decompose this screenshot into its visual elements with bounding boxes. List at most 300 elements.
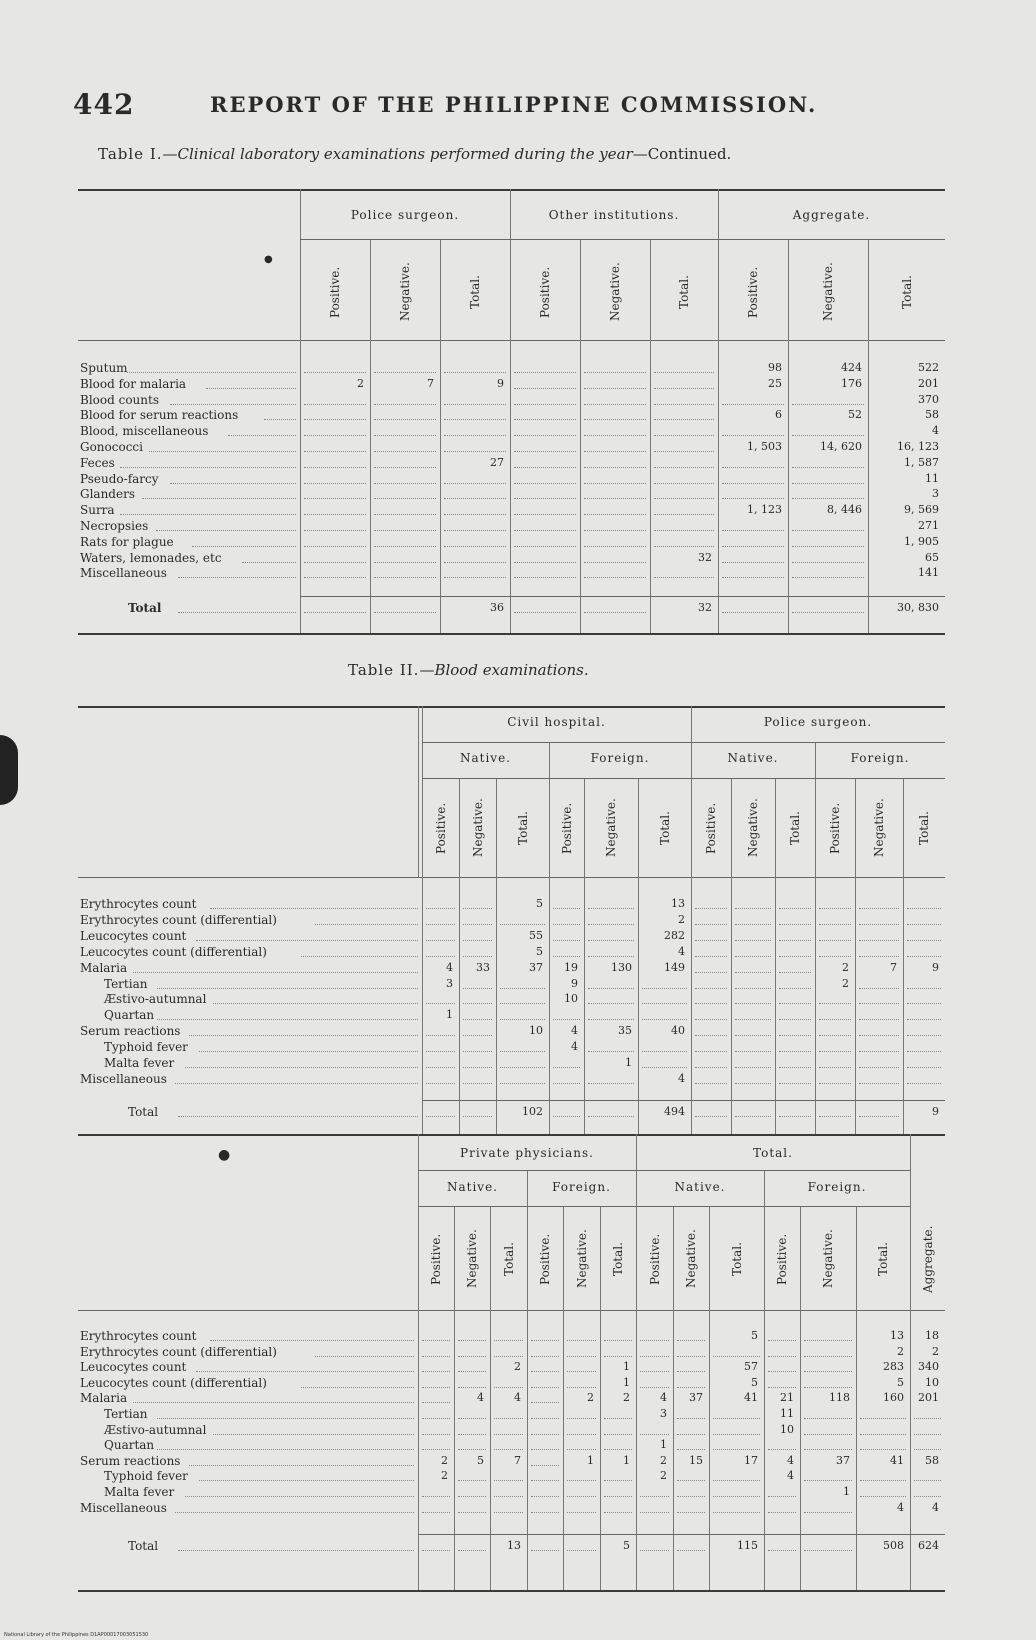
- empty-cell: [426, 924, 455, 926]
- table-cell: 58: [925, 1453, 939, 1467]
- empty-cell: [444, 498, 506, 500]
- empty-cell: [422, 1340, 450, 1342]
- empty-cell: [514, 514, 576, 516]
- table-cell: 32: [698, 601, 712, 614]
- empty-cell: [792, 483, 864, 485]
- empty-cell: [567, 1512, 596, 1514]
- table-cell: 494: [664, 1105, 685, 1118]
- group-rule: [764, 1206, 910, 1207]
- empty-cell: [654, 498, 714, 500]
- group-header: Civil hospital.: [507, 715, 606, 729]
- column-rule: [580, 239, 581, 633]
- empty-cell: [463, 940, 492, 942]
- row-label: Erythrocytes count (differential): [80, 912, 277, 927]
- empty-cell: [514, 498, 576, 500]
- empty-cell: [907, 956, 941, 958]
- empty-cell: [914, 1496, 941, 1498]
- empty-cell: [713, 1496, 760, 1498]
- table-cell: 8, 446: [827, 503, 862, 517]
- empty-cell: [779, 972, 811, 974]
- table-cell: 4: [571, 1040, 578, 1054]
- empty-cell: [819, 956, 851, 958]
- column-header: Total.: [501, 1242, 516, 1276]
- dot-leader: [133, 972, 418, 974]
- empty-cell: [654, 530, 714, 532]
- table-cell: 2: [660, 1469, 667, 1483]
- empty-cell: [859, 988, 899, 990]
- empty-cell: [588, 1083, 634, 1085]
- table-cell: 4: [477, 1391, 484, 1405]
- column-rule: [815, 742, 816, 1134]
- table-cell: 41: [744, 1391, 758, 1405]
- empty-cell: [735, 1003, 771, 1005]
- group-rule: [422, 778, 549, 779]
- column-header: Total.: [677, 275, 691, 309]
- empty-cell: [779, 940, 811, 942]
- table-cell: 4: [660, 1391, 667, 1405]
- empty-cell: [584, 435, 646, 437]
- table-cell: 17: [744, 1453, 758, 1467]
- empty-cell: [567, 1356, 596, 1358]
- empty-cell: [584, 451, 646, 453]
- empty-cell: [588, 1116, 634, 1118]
- column-header: Aggregate.: [920, 1225, 935, 1293]
- empty-cell: [640, 1340, 669, 1342]
- dot-leader: [185, 1496, 414, 1498]
- empty-cell: [713, 1449, 760, 1451]
- empty-cell: [304, 483, 366, 485]
- column-rule: [440, 239, 441, 633]
- empty-cell: [640, 1550, 669, 1552]
- table-cell: 2: [842, 976, 849, 990]
- empty-cell: [907, 1083, 941, 1085]
- empty-cell: [907, 1051, 941, 1053]
- column-header: Positive.: [559, 802, 574, 854]
- row-label: Erythrocytes count (differential): [80, 1344, 277, 1359]
- empty-cell: [514, 577, 576, 579]
- row-label: Æstivo-autumnal: [104, 992, 207, 1007]
- empty-cell: [859, 956, 899, 958]
- column-rule: [775, 778, 776, 1134]
- group-rule: [527, 1206, 636, 1207]
- column-rule: [788, 239, 789, 633]
- empty-cell: [374, 577, 436, 579]
- empty-cell: [584, 562, 646, 564]
- row-label: Æstivo-autumnal: [104, 1422, 207, 1437]
- empty-cell: [677, 1434, 705, 1436]
- table-cell: 11: [780, 1407, 794, 1420]
- empty-cell: [304, 372, 366, 374]
- table-top-rule: [78, 1134, 945, 1136]
- table-cell: 32: [698, 550, 712, 564]
- dot-leader: [185, 1067, 418, 1069]
- group-header: Foreign.: [850, 751, 910, 765]
- empty-cell: [531, 1496, 559, 1498]
- column-rule: [549, 742, 550, 1134]
- empty-cell: [695, 924, 727, 926]
- empty-cell: [458, 1387, 486, 1389]
- group-rule: [549, 778, 691, 779]
- empty-cell: [779, 1003, 811, 1005]
- table-cell: 18: [925, 1329, 939, 1342]
- group-header: Native.: [727, 751, 779, 765]
- empty-cell: [779, 924, 811, 926]
- empty-cell: [642, 1019, 687, 1021]
- table-cell: 37: [836, 1453, 850, 1467]
- empty-cell: [695, 908, 727, 910]
- empty-cell: [654, 435, 714, 437]
- dot-leader: [206, 388, 296, 390]
- table-cell: 4: [678, 1071, 685, 1085]
- empty-cell: [444, 451, 506, 453]
- table-cell: 201: [918, 1391, 939, 1405]
- row-label: Sputum: [80, 361, 128, 375]
- group-rule: [636, 1206, 764, 1207]
- empty-cell: [458, 1550, 486, 1552]
- empty-cell: [494, 1496, 523, 1498]
- column-rule: [422, 706, 423, 1134]
- column-header: Total.: [899, 275, 914, 309]
- empty-cell: [677, 1480, 705, 1482]
- empty-cell: [819, 1003, 851, 1005]
- table-cell: 2: [357, 376, 364, 390]
- empty-cell: [463, 956, 492, 958]
- group-header: Foreign.: [552, 1180, 611, 1194]
- empty-cell: [444, 546, 506, 548]
- empty-cell: [458, 1512, 486, 1514]
- empty-cell: [514, 562, 576, 564]
- row-label: Typhoid fever: [104, 1040, 188, 1055]
- table-cell: 115: [737, 1539, 758, 1552]
- empty-cell: [713, 1512, 760, 1514]
- table-cell: 19: [564, 960, 578, 974]
- table-cell: 4: [897, 1500, 904, 1514]
- empty-cell: [426, 1035, 455, 1037]
- empty-cell: [654, 419, 714, 421]
- column-header: Total.: [468, 275, 482, 309]
- empty-cell: [713, 1480, 760, 1482]
- empty-cell: [677, 1356, 705, 1358]
- dot-leader: [170, 483, 296, 485]
- empty-cell: [494, 1512, 523, 1514]
- empty-cell: [735, 908, 771, 910]
- empty-cell: [735, 1019, 771, 1021]
- empty-cell: [604, 1418, 632, 1420]
- empty-cell: [713, 1356, 760, 1358]
- table-cell: 98: [768, 361, 782, 374]
- empty-cell: [677, 1387, 705, 1389]
- table-cell: 5: [536, 897, 543, 910]
- empty-cell: [819, 940, 851, 942]
- empty-cell: [458, 1371, 486, 1373]
- table-cell: 2: [660, 1453, 667, 1467]
- column-header: Positive.: [328, 266, 342, 318]
- empty-cell: [804, 1512, 852, 1514]
- empty-cell: [304, 546, 366, 548]
- empty-cell: [860, 1480, 906, 1482]
- empty-cell: [654, 388, 714, 390]
- table-cell: 10: [780, 1422, 794, 1436]
- empty-cell: [722, 612, 784, 614]
- empty-cell: [859, 1051, 899, 1053]
- empty-cell: [804, 1434, 852, 1436]
- empty-cell: [458, 1356, 486, 1358]
- row-label: Miscellaneous: [80, 1071, 167, 1086]
- column-header: Total.: [876, 1242, 890, 1276]
- column-rule: [764, 1170, 765, 1590]
- empty-cell: [735, 1051, 771, 1053]
- empty-cell: [426, 940, 455, 942]
- empty-cell: [735, 1083, 771, 1085]
- empty-cell: [304, 435, 366, 437]
- empty-cell: [567, 1387, 596, 1389]
- empty-cell: [604, 1480, 632, 1482]
- empty-cell: [514, 530, 576, 532]
- dot-leader: [175, 1083, 418, 1085]
- empty-cell: [426, 956, 455, 958]
- dot-leader: [301, 956, 418, 958]
- empty-cell: [304, 498, 366, 500]
- empty-cell: [677, 1371, 705, 1373]
- total-label: Total: [128, 1539, 159, 1553]
- empty-cell: [553, 908, 580, 910]
- empty-cell: [779, 1035, 811, 1037]
- empty-cell: [695, 972, 727, 974]
- empty-cell: [819, 908, 851, 910]
- table-top-rule: [78, 706, 945, 708]
- table-cell: 5: [897, 1375, 904, 1389]
- empty-cell: [374, 372, 436, 374]
- empty-cell: [444, 530, 506, 532]
- table-cell: 2: [441, 1469, 448, 1483]
- row-label: Typhoid fever: [104, 1469, 188, 1484]
- table-cell: 4: [446, 960, 453, 974]
- empty-cell: [588, 940, 634, 942]
- table-cell: 1: [623, 1375, 630, 1389]
- row-label: Miscellaneous: [80, 1500, 167, 1515]
- dot-leader: [192, 546, 296, 548]
- group-rule: [300, 239, 510, 240]
- empty-cell: [374, 483, 436, 485]
- dot-leader: [213, 1003, 418, 1005]
- table-cell: 2: [623, 1391, 630, 1405]
- group-rule: [510, 239, 718, 240]
- dot-leader: [315, 1356, 414, 1358]
- empty-cell: [768, 1449, 796, 1451]
- table-cell: 3: [446, 976, 453, 990]
- dot-leader: [142, 498, 296, 500]
- table-cell: 508: [883, 1539, 904, 1552]
- empty-cell: [768, 1496, 796, 1498]
- empty-cell: [695, 1051, 727, 1053]
- table-bottom-rule: [78, 1590, 945, 1592]
- table-cell: 2: [678, 912, 685, 926]
- empty-cell: [722, 546, 784, 548]
- dot-leader: [170, 404, 296, 406]
- empty-cell: [735, 1116, 771, 1118]
- empty-cell: [859, 940, 899, 942]
- column-header: Total.: [729, 1242, 744, 1276]
- empty-cell: [735, 1067, 771, 1069]
- empty-cell: [735, 988, 771, 990]
- empty-cell: [531, 1550, 559, 1552]
- empty-cell: [859, 908, 899, 910]
- empty-cell: [792, 577, 864, 579]
- column-header: Positive.: [828, 802, 842, 854]
- column-header: Negative.: [574, 1229, 589, 1289]
- empty-cell: [494, 1434, 523, 1436]
- empty-cell: [426, 908, 455, 910]
- empty-cell: [860, 1434, 906, 1436]
- column-header: Negative.: [821, 262, 835, 322]
- empty-cell: [695, 988, 727, 990]
- empty-cell: [677, 1512, 705, 1514]
- row-label: Tertian: [104, 976, 148, 991]
- table-cell: 58: [925, 408, 939, 422]
- group-header: Police surgeon.: [763, 715, 873, 729]
- empty-cell: [860, 1418, 906, 1420]
- dot-leader: [127, 372, 296, 374]
- empty-cell: [584, 498, 646, 500]
- column-header: Total.: [917, 811, 931, 845]
- empty-cell: [779, 956, 811, 958]
- dot-leader: [315, 924, 418, 926]
- row-label: Blood counts: [80, 392, 159, 407]
- table-cell: 1: [587, 1453, 594, 1467]
- empty-cell: [588, 1019, 634, 1021]
- empty-cell: [779, 1019, 811, 1021]
- empty-cell: [584, 514, 646, 516]
- empty-cell: [792, 562, 864, 564]
- empty-cell: [553, 956, 580, 958]
- group-header: Native.: [446, 1180, 498, 1194]
- table-cell: 16, 123: [897, 440, 939, 453]
- empty-cell: [567, 1480, 596, 1482]
- empty-cell: [500, 1003, 545, 1005]
- empty-cell: [642, 1003, 687, 1005]
- dot-leader: [178, 577, 296, 579]
- column-header: Negative.: [746, 798, 760, 858]
- empty-cell: [463, 988, 492, 990]
- column-header: Total.: [657, 811, 672, 845]
- empty-cell: [422, 1402, 450, 1404]
- empty-cell: [426, 1067, 455, 1069]
- empty-cell: [458, 1434, 486, 1436]
- table-cell: 25: [768, 376, 782, 390]
- empty-cell: [804, 1371, 852, 1373]
- empty-cell: [588, 908, 634, 910]
- table-cell: 9: [571, 976, 578, 990]
- table-cell: 11: [925, 471, 939, 485]
- empty-cell: [907, 908, 941, 910]
- column-rule: [459, 778, 460, 1134]
- table-cell: 13: [507, 1539, 521, 1552]
- empty-cell: [907, 924, 941, 926]
- table-cell: 35: [618, 1024, 632, 1038]
- empty-cell: [304, 451, 366, 453]
- empty-cell: [304, 530, 366, 532]
- empty-cell: [779, 988, 811, 990]
- group-rule: [718, 239, 945, 240]
- empty-cell: [713, 1418, 760, 1420]
- empty-cell: [553, 1083, 580, 1085]
- empty-cell: [374, 451, 436, 453]
- dot-leader: [199, 1480, 414, 1482]
- table-cell: 10: [564, 992, 578, 1006]
- empty-cell: [819, 1019, 851, 1021]
- empty-cell: [604, 1340, 632, 1342]
- column-header: Negative.: [470, 798, 485, 858]
- empty-cell: [722, 530, 784, 532]
- table-cell: 27: [490, 455, 504, 469]
- empty-cell: [531, 1402, 559, 1404]
- empty-cell: [695, 940, 727, 942]
- row-label: Necropsies: [80, 519, 149, 533]
- table-cell: 5: [623, 1539, 630, 1552]
- dot-leader: [133, 1402, 414, 1404]
- empty-cell: [713, 1434, 760, 1436]
- empty-cell: [735, 956, 771, 958]
- row-label: Erythrocytes count: [80, 897, 197, 911]
- empty-cell: [463, 924, 492, 926]
- empty-cell: [304, 419, 366, 421]
- column-header: Total.: [515, 811, 530, 845]
- bullet-mark: ●: [218, 1147, 231, 1163]
- column-header: Negative.: [684, 1229, 698, 1289]
- empty-cell: [768, 1512, 796, 1514]
- binding-blot: [0, 735, 18, 805]
- empty-cell: [860, 1496, 906, 1498]
- table-cell: 2: [514, 1360, 521, 1374]
- column-header: Negative.: [821, 1229, 835, 1289]
- table-cell: 9, 569: [904, 503, 939, 517]
- dot-leader: [157, 1019, 418, 1021]
- empty-cell: [907, 940, 941, 942]
- empty-cell: [463, 1067, 492, 1069]
- empty-cell: [642, 1051, 687, 1053]
- table-cell: 176: [841, 376, 862, 390]
- column-rule: [418, 1134, 419, 1590]
- dot-leader: [120, 514, 296, 516]
- dot-leader: [178, 1116, 418, 1118]
- empty-cell: [374, 498, 436, 500]
- table-cell: 1: [625, 1056, 632, 1069]
- table-cell: 1: [660, 1438, 667, 1452]
- total-rule: [422, 1100, 945, 1101]
- row-label: Gonococci: [80, 440, 143, 454]
- table2-caption-italic: —Blood examinations.: [419, 661, 589, 679]
- empty-cell: [531, 1434, 559, 1436]
- empty-cell: [859, 1116, 899, 1118]
- table1-caption: [98, 145, 731, 163]
- empty-cell: [494, 1418, 523, 1420]
- empty-cell: [463, 908, 492, 910]
- empty-cell: [907, 1067, 941, 1069]
- empty-cell: [640, 1496, 669, 1498]
- empty-cell: [567, 1550, 596, 1552]
- row-label: Feces: [80, 455, 115, 470]
- table-cell: 14, 620: [820, 440, 862, 453]
- table-cell: 1: [623, 1453, 630, 1467]
- empty-cell: [907, 988, 941, 990]
- empty-cell: [695, 1019, 727, 1021]
- group-rule: [815, 778, 945, 779]
- table-cell: 160: [883, 1391, 904, 1405]
- empty-cell: [422, 1449, 450, 1451]
- table-cell: 2: [897, 1344, 904, 1358]
- dot-leader: [189, 1035, 418, 1037]
- empty-cell: [792, 404, 864, 406]
